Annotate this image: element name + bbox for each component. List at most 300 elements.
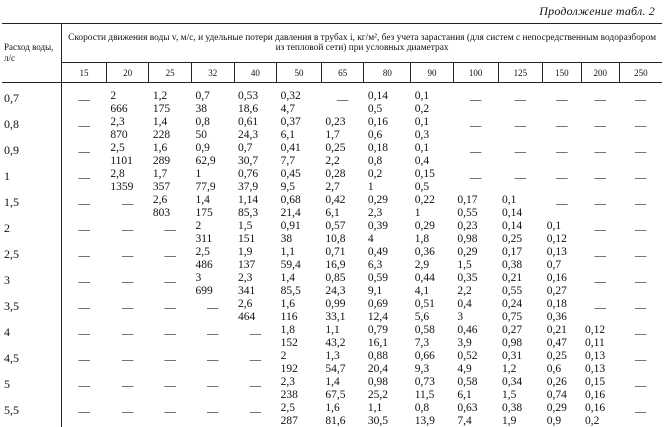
velocity-value: 1,2 [152, 90, 168, 102]
value-cell [453, 245, 498, 271]
pressure-loss-value: 21,4 [280, 206, 301, 219]
value-cell [364, 193, 411, 219]
value-cell [411, 89, 454, 115]
velocity-value: 1,6 [152, 142, 168, 154]
pressure-loss-value: 0,3 [414, 128, 430, 141]
velocity-value: 0,41 [280, 142, 301, 154]
dash-mark: — [207, 406, 219, 418]
dash-mark: — [634, 302, 647, 314]
velocity-value: 0,26 [546, 376, 567, 388]
value-cell [364, 89, 411, 115]
velocity-value: 1,6 [280, 298, 295, 310]
dash-mark: — [469, 94, 482, 106]
value-cell [453, 193, 498, 219]
pressure-loss-value: 25,2 [367, 388, 389, 401]
flow-value [2, 271, 62, 297]
pressure-loss-value: 0,8 [367, 154, 383, 167]
table-row [2, 167, 662, 193]
dash-mark: — [207, 354, 219, 366]
value-cell [234, 297, 277, 323]
velocity-value: 0,12 [585, 324, 606, 336]
dash-mark: — [164, 328, 176, 340]
velocity-value: 1,1 [325, 324, 340, 336]
dash-mark: — [207, 380, 219, 392]
velocity-value: 0,59 [367, 272, 389, 284]
value-cell [411, 323, 454, 349]
value-cell [411, 349, 454, 375]
pressure-loss-value: 0,98 [502, 336, 523, 349]
dash-mark: — [121, 354, 134, 366]
diameter-header: 125 [498, 63, 543, 83]
diameter-header-row [2, 63, 662, 83]
pressure-loss-value: 62,9 [195, 154, 216, 167]
value-cell [498, 193, 543, 219]
velocity-value: 3 [195, 272, 202, 284]
value-cell [498, 375, 543, 401]
empty-cell [581, 167, 619, 193]
velocity-value: 0,29 [546, 402, 567, 414]
velocity-value: 1,3 [325, 350, 340, 362]
dash-mark: — [78, 380, 90, 392]
velocity-value: 0,7 [195, 90, 210, 102]
velocity-value: 0,17 [457, 194, 478, 206]
empty-cell [498, 115, 543, 141]
value-cell [321, 141, 364, 167]
value-cell [543, 219, 581, 245]
value-cell [581, 375, 619, 401]
value-cell [364, 219, 411, 245]
value-cell [106, 89, 149, 115]
velocity-value: 0,71 [325, 246, 346, 258]
velocity-value: 0,91 [280, 220, 301, 232]
pressure-loss-value: 0,7 [546, 258, 562, 271]
value-cell [106, 141, 149, 167]
empty-cell [62, 219, 107, 245]
dash-mark: — [634, 94, 647, 106]
value-cell [364, 141, 411, 167]
velocity-value: 2,5 [280, 402, 295, 414]
dash-mark: — [121, 328, 134, 340]
empty-cell [581, 115, 619, 141]
pressure-loss-value: 803 [152, 206, 171, 219]
pressure-loss-value: 0,5 [414, 180, 430, 193]
dash-mark: — [634, 354, 647, 366]
pressure-loss-value: 85,3 [238, 206, 259, 219]
flow-value [2, 141, 62, 167]
empty-cell [149, 375, 192, 401]
dash-mark: — [594, 120, 606, 132]
value-cell [277, 401, 322, 427]
empty-cell [619, 349, 662, 375]
empty-cell [543, 167, 581, 193]
empty-cell [543, 141, 581, 167]
velocity-value: 0,53 [238, 90, 259, 102]
velocity-value: 0,8 [414, 402, 430, 414]
pressure-loss-value: 18,6 [238, 102, 259, 115]
velocity-value: 0,57 [325, 220, 346, 232]
pressure-loss-value: 0,14 [502, 206, 523, 219]
pressure-loss-value: 6,1 [457, 388, 472, 401]
pressure-loss-value: 116 [280, 310, 298, 323]
empty-cell [106, 349, 149, 375]
table-row [2, 89, 662, 115]
dash-mark: — [78, 224, 90, 236]
empty-cell [543, 115, 581, 141]
value-cell [321, 193, 364, 219]
flow-value [2, 193, 62, 219]
dash-mark: — [164, 380, 176, 392]
pressure-loss-value: 4,9 [457, 362, 472, 375]
pressure-loss-value: 2,7 [325, 180, 340, 193]
velocity-value: 0,22 [414, 194, 435, 206]
velocity-value: 0,79 [367, 324, 389, 336]
value-cell [321, 167, 364, 193]
value-cell [191, 271, 234, 297]
value-cell [498, 245, 543, 271]
value-cell [498, 349, 543, 375]
velocity-value: 1,1 [280, 246, 295, 258]
dash-mark: — [469, 146, 482, 158]
value-cell [411, 271, 454, 297]
dash-mark: — [634, 120, 647, 132]
velocity-value: 0,25 [325, 142, 346, 154]
dash-mark: — [164, 354, 176, 366]
empty-cell [581, 141, 619, 167]
velocity-value: 0,29 [457, 246, 478, 258]
dash-mark: — [78, 120, 90, 132]
value-cell [234, 89, 277, 115]
pressure-loss-value: 54,7 [325, 362, 346, 375]
pressure-loss-value: 341 [238, 284, 256, 297]
pressure-loss-value: 9,1 [367, 284, 383, 297]
pressure-loss-value: 464 [238, 310, 256, 323]
empty-cell [62, 375, 107, 401]
pressure-loss-value: 1 [414, 206, 421, 219]
velocity-value: 2 [280, 350, 287, 362]
pressure-loss-value: 175 [152, 102, 171, 115]
pressure-loss-value: 24,3 [238, 128, 259, 141]
dash-mark: — [556, 198, 568, 210]
table-row [2, 297, 662, 323]
pressure-loss-value: 7,3 [414, 336, 430, 349]
empty-cell [191, 323, 234, 349]
pressure-loss-value: 6,1 [280, 128, 295, 141]
value-cell [364, 115, 411, 141]
value-cell [277, 167, 322, 193]
empty-cell [106, 245, 149, 271]
pressure-loss-value: 0,9 [546, 414, 562, 427]
pressure-loss-value: 0,2 [585, 414, 600, 427]
velocity-value: 0,18 [367, 142, 389, 154]
velocity-value: 1,4 [280, 272, 295, 284]
velocity-value: 0,13 [585, 350, 606, 362]
value-cell [364, 271, 411, 297]
velocity-value: 0,88 [367, 350, 389, 362]
flow-value-text: 3,5 [4, 299, 19, 313]
flow-value [2, 401, 62, 427]
flow-value-text: 3 [4, 273, 10, 287]
empty-cell [106, 193, 149, 219]
velocity-value: 0,61 [238, 116, 259, 128]
velocity-value: 0,1 [414, 90, 430, 102]
velocity-value: 2,6 [238, 298, 253, 310]
dash-mark: — [594, 198, 606, 210]
value-cell [191, 219, 234, 245]
pressure-loss-value: 0,98 [457, 232, 478, 245]
dash-mark: — [121, 250, 134, 262]
empty-cell [619, 375, 662, 401]
dash-mark: — [594, 224, 606, 236]
value-cell [234, 167, 277, 193]
pressure-loss-value: 6,3 [367, 258, 383, 271]
dash-mark: — [78, 406, 90, 418]
empty-cell [62, 89, 107, 115]
flow-value [2, 297, 62, 323]
table-row [2, 141, 662, 167]
value-cell [453, 323, 498, 349]
value-cell [543, 297, 581, 323]
value-cell [321, 245, 364, 271]
value-cell [498, 297, 543, 323]
velocity-value: 1,14 [238, 194, 259, 206]
empty-cell [62, 141, 107, 167]
value-cell [234, 271, 277, 297]
value-cell [277, 115, 322, 141]
value-cell [234, 245, 277, 271]
value-cell [277, 323, 322, 349]
dash-mark: — [249, 380, 262, 392]
velocity-value: 1,4 [152, 116, 168, 128]
velocity-value: 0,24 [502, 298, 523, 310]
diameter-header: 40 [234, 63, 277, 83]
empty-cell [581, 245, 619, 271]
dash-mark: — [78, 302, 90, 314]
value-cell [581, 323, 619, 349]
pressure-loss-value: 20,4 [367, 362, 389, 375]
velocity-value: 2,3 [238, 272, 253, 284]
dash-mark: — [594, 250, 606, 262]
diameter-header: 150 [543, 63, 581, 83]
table-description: Скорости движения воды v, м/с, и удельные потери давления в трубах i, кг/м², без учета зарастания (для систем с непосредственным водоразбором из тепловой сети) при условных диаметрах [62, 24, 662, 63]
value-cell [234, 219, 277, 245]
velocity-value: 2,5 [195, 246, 210, 258]
dash-mark: — [207, 328, 219, 340]
pressure-loss-value: 9,3 [414, 362, 430, 375]
pressure-loss-value: 13,9 [414, 414, 435, 427]
value-cell [191, 115, 234, 141]
pressure-loss-value: 137 [238, 258, 256, 271]
value-cell [364, 375, 411, 401]
dash-mark: — [78, 94, 90, 106]
empty-cell [581, 193, 619, 219]
empty-cell [619, 115, 662, 141]
dash-mark: — [78, 146, 90, 158]
diameter-header: 200 [581, 63, 619, 83]
velocity-value: 0,15 [414, 168, 435, 180]
dash-mark: — [594, 146, 606, 158]
dash-mark: — [249, 406, 262, 418]
value-cell [321, 349, 364, 375]
pressure-loss-value: 0,5 [367, 102, 383, 115]
velocity-value: 0,36 [414, 246, 435, 258]
flow-value-text: 2,5 [4, 247, 19, 261]
value-cell [453, 219, 498, 245]
pressure-loss-value: 85,5 [280, 284, 301, 297]
flow-header: Расход воды, л/с [2, 24, 62, 83]
velocity-value: 0,85 [325, 272, 346, 284]
dash-mark: — [634, 146, 647, 158]
empty-cell [191, 349, 234, 375]
velocity-value: 0,76 [238, 168, 259, 180]
velocity-value: 2,3 [280, 376, 295, 388]
value-cell [543, 375, 581, 401]
pressure-loss-value: 67,5 [325, 388, 346, 401]
value-cell [321, 271, 364, 297]
value-cell [277, 349, 322, 375]
value-cell [498, 323, 543, 349]
velocity-value: 0,1 [414, 116, 430, 128]
empty-cell [191, 375, 234, 401]
dash-mark: — [594, 302, 606, 314]
pressure-loss-value: 0,75 [502, 310, 523, 323]
empty-cell [619, 89, 662, 115]
table-row [2, 323, 662, 349]
empty-cell [106, 401, 149, 427]
value-cell [277, 271, 322, 297]
velocity-value: 0,68 [280, 194, 301, 206]
dash-mark: — [207, 302, 219, 314]
table-row [2, 219, 662, 245]
velocity-value: 0,52 [457, 350, 478, 362]
empty-cell [453, 115, 498, 141]
pressure-loss-value: 0,55 [457, 206, 478, 219]
value-cell [453, 401, 498, 427]
continuation-label: Продолжение табл. 2 [539, 4, 655, 18]
value-cell [411, 115, 454, 141]
velocity-value: 0,45 [280, 168, 301, 180]
value-cell [191, 193, 234, 219]
pressure-loss-value: 2,9 [414, 258, 430, 271]
dash-mark: — [514, 172, 527, 184]
velocity-value: 0,4 [457, 298, 472, 310]
pressure-loss-value: 699 [195, 284, 213, 297]
diameter-header: 25 [149, 63, 192, 83]
pressure-loss-value: 38 [195, 102, 207, 115]
empty-cell [543, 193, 581, 219]
empty-cell [543, 89, 581, 115]
value-cell [543, 349, 581, 375]
dash-mark: — [594, 94, 606, 106]
dash-mark: — [78, 328, 90, 340]
empty-cell [619, 323, 662, 349]
diameter-header: 20 [106, 63, 149, 83]
pressure-loss-value: 287 [280, 414, 298, 427]
value-cell [543, 323, 581, 349]
empty-cell [149, 271, 192, 297]
flow-value [2, 323, 62, 349]
dash-mark: — [634, 172, 647, 184]
dash-mark: — [634, 250, 647, 262]
value-cell [543, 271, 581, 297]
empty-cell [149, 245, 192, 271]
value-cell [234, 141, 277, 167]
pressure-loss-value: 43,2 [325, 336, 346, 349]
velocity-value: 0,34 [502, 376, 523, 388]
value-cell [543, 245, 581, 271]
value-cell [321, 375, 364, 401]
pressure-loss-value: 486 [195, 258, 213, 271]
pressure-loss-value: 12,4 [367, 310, 389, 323]
dash-mark: — [556, 146, 568, 158]
pressure-loss-value: 0,36 [546, 310, 567, 323]
diameter-header: 15 [62, 63, 107, 83]
dash-mark: — [514, 146, 527, 158]
velocity-value: 0,7 [238, 142, 253, 154]
velocity-value: 2 [195, 220, 202, 232]
velocity-value: 0,98 [367, 376, 389, 388]
velocity-value: 1,9 [238, 246, 253, 258]
pressure-loss-value: 1,7 [325, 128, 340, 141]
pressure-loss-value: 24,3 [325, 284, 346, 297]
value-cell [364, 323, 411, 349]
pressure-loss-value: 289 [152, 154, 171, 167]
value-cell [411, 141, 454, 167]
velocity-value: 0,17 [502, 246, 523, 258]
value-cell [149, 89, 192, 115]
velocity-value: 0,1 [414, 142, 430, 154]
dash-mark: — [249, 328, 262, 340]
table-row [2, 115, 662, 141]
dash-mark: — [556, 94, 568, 106]
empty-cell [498, 167, 543, 193]
velocity-value: 0,27 [502, 324, 523, 336]
value-cell [498, 219, 543, 245]
empty-cell [453, 89, 498, 115]
velocity-value: 0,49 [367, 246, 389, 258]
velocity-value: 0,25 [546, 350, 567, 362]
value-cell [453, 297, 498, 323]
value-cell [191, 245, 234, 271]
value-cell [321, 219, 364, 245]
table-row [2, 193, 662, 219]
value-cell [149, 167, 192, 193]
velocity-value: 2,5 [110, 142, 125, 154]
flow-value-text: 5,5 [4, 403, 19, 417]
dash-mark: — [121, 406, 134, 418]
velocity-value: 1,7 [152, 168, 168, 180]
pressure-loss-value: 2,2 [457, 284, 472, 297]
velocity-value: 0,16 [546, 272, 567, 284]
velocity-value: 0,73 [414, 376, 435, 388]
empty-cell [106, 271, 149, 297]
value-cell [581, 349, 619, 375]
empty-cell [619, 297, 662, 323]
empty-cell [106, 375, 149, 401]
value-cell [321, 323, 364, 349]
dash-mark: — [556, 120, 568, 132]
value-cell [411, 245, 454, 271]
value-cell [411, 401, 454, 427]
value-cell [234, 115, 277, 141]
empty-cell [62, 271, 107, 297]
pressure-loss-value: 1 [367, 180, 374, 193]
dash-mark: — [164, 276, 176, 288]
velocity-value: 0,2 [367, 168, 383, 180]
value-cell [277, 245, 322, 271]
value-cell [364, 167, 411, 193]
flow-value [2, 219, 62, 245]
pressure-loss-value: 0,4 [414, 154, 430, 167]
